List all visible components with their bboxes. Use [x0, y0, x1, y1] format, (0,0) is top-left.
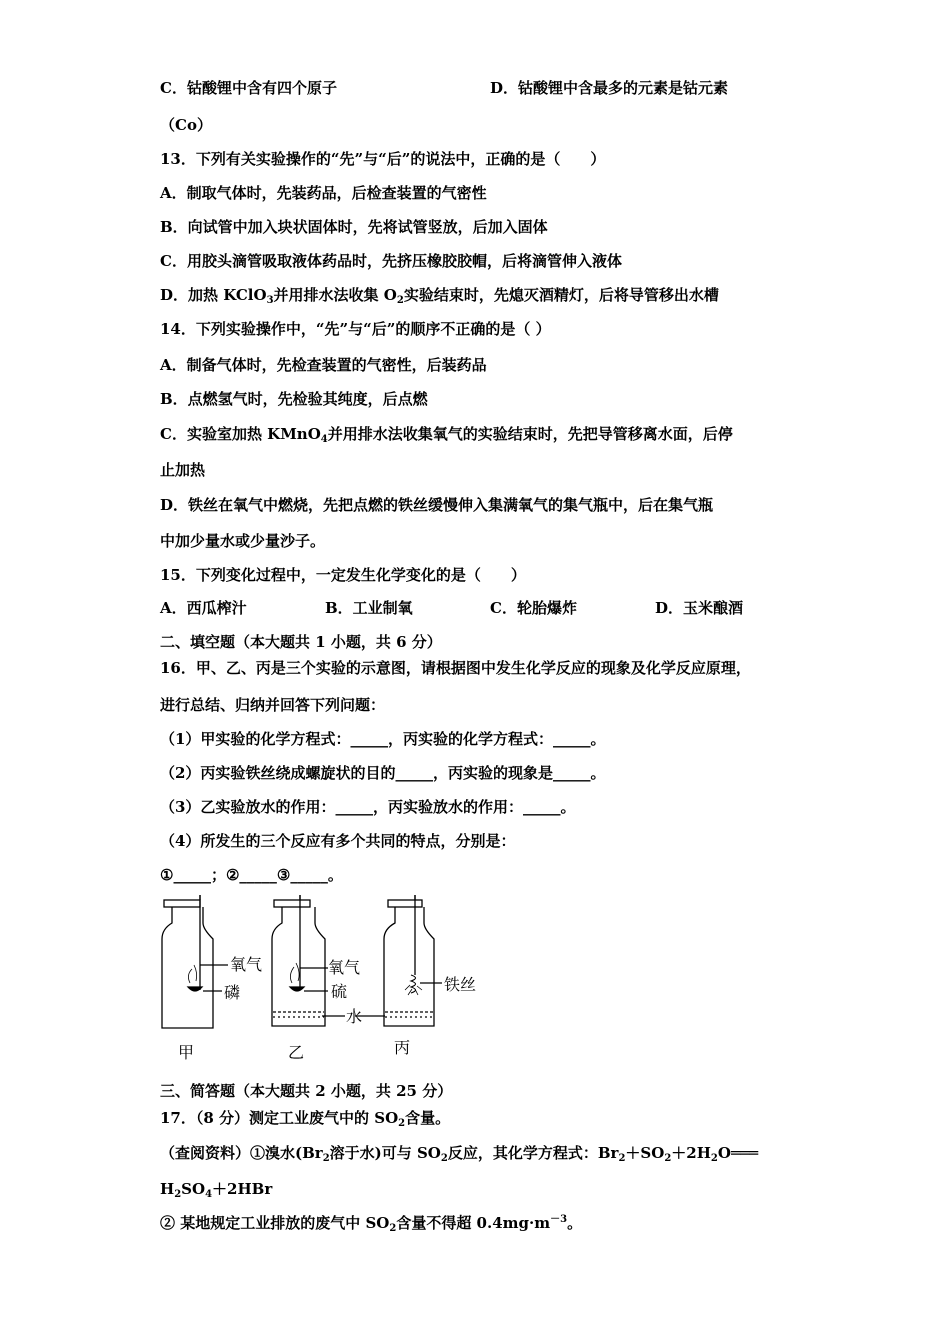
q17-emission-limit: ② 某地规定工业排放的废气中 $SO_2$含量不得超 $0.4mg\cdot m^{-3}$。 — [160, 1214, 583, 1234]
caption-bing: 丙 — [394, 1038, 411, 1057]
q14-option-b: B．点燃氢气时，先检验其纯度，后点燃 — [160, 390, 428, 408]
q16-part-4-blanks: ①_____；②_____③_____。 — [160, 866, 343, 884]
q14-option-c: C．实验室加热 KMnO$_4$并用排水法收集氧气的实验结束时，先把导管移离水面，后停 — [160, 425, 733, 445]
jar-jia — [162, 895, 228, 1028]
q15-option-d: D．玉米酿酒 — [655, 599, 744, 617]
q13-option-d: D．加热 KClO$_3$并用排水法收集 $O_2$实验结束时，先熄灭酒精灯，后将导管移出水槽 — [160, 286, 719, 306]
q15-option-c: C．轮胎爆炸 — [490, 599, 577, 617]
q13-option-c: C．用胶头滴管吸取液体药品时，先挤压橡胶胶帽，后将滴管伸入液体 — [160, 252, 622, 270]
q17-equation-products: $H_2SO_4+2HBr$ — [160, 1180, 273, 1200]
q14-option-a: A．制备气体时，先检查装置的气密性，后装药品 — [160, 356, 487, 374]
q14-stem: 14．下列实验操作中，“先”与“后”的顺序不正确的是（ ） — [160, 320, 551, 338]
q13-stem: 13．下列有关实验操作的“先”与“后”的说法中，正确的是（ ） — [160, 150, 606, 168]
q14-option-d-continued: 中加少量水或少量沙子。 — [160, 532, 326, 550]
q14-option-d: D．铁丝在氧气中燃烧，先把点燃的铁丝缓慢伸入集满氧气的集气瓶中，后在集气瓶 — [160, 496, 714, 514]
experiment-diagram — [150, 895, 500, 1070]
label-sulfur: 硫 — [331, 982, 348, 1001]
q14-option-c-continued: 止加热 — [160, 461, 206, 479]
q13-option-a: A．制取气体时，先装药品，后检查装置的气密性 — [160, 184, 487, 202]
label-oxygen-jia: 氧气 — [230, 955, 263, 974]
q16-stem-continued: 进行总结、归纳并回答下列问题： — [160, 696, 386, 714]
q17-reference-info: （查阅资料）①溴水($Br_2$溶于水)可与 $SO_2$反应，其化学方程式：$Br_2+SO_2+2H_2O═══$ — [160, 1144, 759, 1164]
q15-stem: 15．下列变化过程中，一定发生化学变化的是（ ） — [160, 566, 526, 584]
caption-yi: 乙 — [288, 1043, 305, 1062]
q12-option-c: C．钴酸锂中含有四个原子 — [160, 79, 337, 97]
q16-part-1: （1）甲实验的化学方程式：_____，丙实验的化学方程式：_____。 — [160, 730, 606, 748]
q15-option-b: B．工业制氧 — [325, 599, 413, 617]
q15-option-a: A．西瓜榨汁 — [160, 599, 247, 617]
label-water: 水 — [346, 1007, 363, 1026]
section-3-heading: 三、简答题（本大题共 2 小题，共 25 分） — [160, 1082, 453, 1100]
caption-jia: 甲 — [178, 1043, 195, 1062]
q13-option-b: B．向试管中加入块状固体时，先将试管竖放，后加入固体 — [160, 218, 548, 236]
q12-option-d: D．钴酸锂中含最多的元素是钴元素 — [490, 79, 729, 97]
label-phosphorus: 磷 — [224, 983, 241, 1002]
q16-part-4: （4）所发生的三个反应有多个共同的特点，分别是： — [160, 832, 516, 850]
q16-part-3: （3）乙实验放水的作用：_____，丙实验放水的作用：_____。 — [160, 798, 576, 816]
q16-stem: 16．甲、乙、丙是三个实验的示意图，请根据图中发生化学反应的现象及化学反应原理， — [160, 659, 751, 677]
label-iron-wire: 铁丝 — [444, 975, 477, 994]
q12-option-d-continued: （Co） — [160, 116, 212, 134]
label-oxygen-yi: 氧气 — [328, 958, 361, 977]
q16-part-2: （2）丙实验铁丝绕成螺旋状的目的_____，丙实验的现象是_____。 — [160, 764, 606, 782]
jar-bing — [355, 895, 442, 1026]
section-2-heading: 二、填空题（本大题共 1 小题，共 6 分） — [160, 633, 442, 651]
q17-stem: 17．（8 分）测定工业废气中的 $SO_2$含量。 — [160, 1109, 451, 1129]
